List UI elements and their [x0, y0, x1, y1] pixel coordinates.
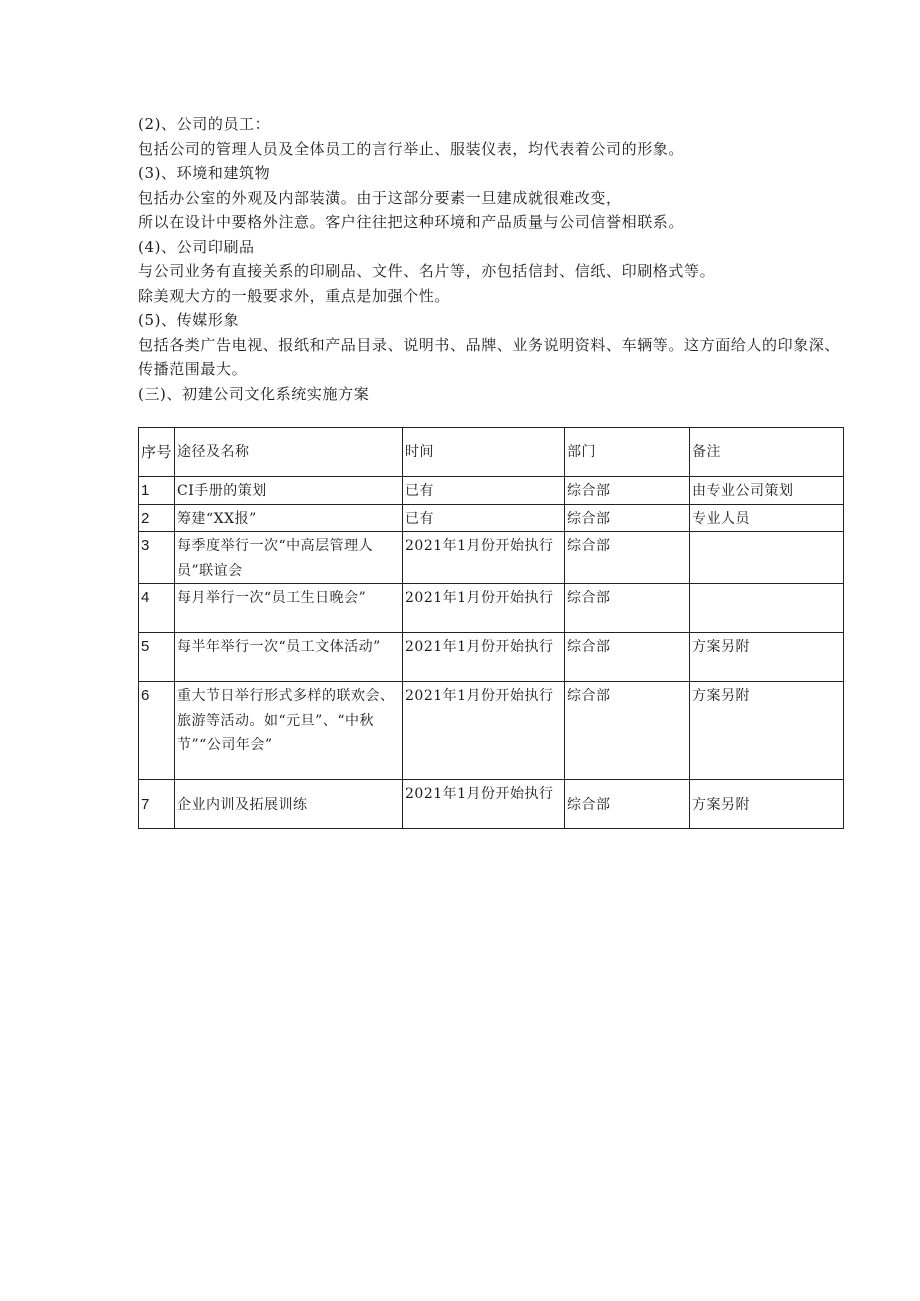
- table-row: [139, 682, 844, 780]
- implementation-plan-table: [138, 427, 844, 829]
- cell-time: 2021年1月份开始执行: [403, 633, 565, 682]
- header-time: 时间: [403, 428, 565, 477]
- table-row: [139, 504, 844, 532]
- cell-time: 2021年1月份开始执行: [403, 532, 565, 584]
- cell-channel-name: 每月举行一次“员工生日晚会”: [175, 584, 403, 633]
- paragraph-employees: 包括公司的管理人员及全体员工的言行举止、服装仪表，均代表着公司的形象。: [138, 139, 685, 158]
- table-row: [139, 584, 844, 633]
- cell-remarks: 由专业公司策划: [690, 477, 844, 505]
- cell-channel-name: 重大节日举行形式多样的联欢会、旅游等活动。如“元旦”、“中秋节”“公司年会”: [175, 682, 403, 780]
- cell-department: 综合部: [565, 584, 690, 633]
- paragraph-media-image: 包括各类广告电视、报纸和产品目录、说明书、品牌、业务说明资料、车辆等。这方面给人的印象深、传播范围最大。: [138, 335, 841, 378]
- header-channel-name: 途径及名称: [175, 428, 403, 477]
- heading-printed-matter: (4)、公司印刷品: [138, 237, 255, 256]
- body-text: [138, 112, 850, 406]
- cell-serial-number: 1: [139, 477, 175, 505]
- cell-channel-name: 企业内训及拓展训练: [175, 780, 403, 829]
- cell-serial-number: 4: [139, 584, 175, 633]
- table-row: [139, 477, 844, 505]
- cell-serial-number: 7: [139, 780, 175, 829]
- cell-department: 综合部: [565, 682, 690, 780]
- cell-department: 综合部: [565, 504, 690, 532]
- table-row: [139, 780, 844, 829]
- cell-time: 已有: [403, 504, 565, 532]
- paragraph-printed-matter-1: 与公司业务有直接关系的印刷品、文件、名片等，亦包括信封、信纸、印刷格式等。: [138, 262, 716, 280]
- heading-media-image: (5)、传媒形象: [138, 311, 240, 329]
- cell-remarks: 专业人员: [690, 504, 844, 532]
- cell-time: 2021年1月份开始执行: [403, 584, 565, 633]
- header-remarks: 备注: [690, 428, 844, 477]
- table-row: [139, 633, 844, 682]
- header-serial-number: 序号: [139, 428, 175, 477]
- header-department: 部门: [565, 428, 690, 477]
- cell-department: 综合部: [565, 633, 690, 682]
- cell-remarks: [690, 532, 844, 584]
- cell-channel-name: 筹建“XX报”: [175, 504, 403, 532]
- heading-environment: (3)、环境和建筑物: [138, 164, 271, 182]
- cell-time: 已有: [403, 477, 565, 505]
- section-title-implementation-plan: (三)、初建公司文化系统实施方案: [138, 384, 370, 403]
- cell-serial-number: 3: [139, 532, 175, 584]
- cell-department: 综合部: [565, 780, 690, 829]
- paragraph-environment-1: 包括办公室的外观及内部装潢。由于这部分要素一旦建成就很难改变，: [138, 188, 622, 207]
- cell-remarks: 方案另附: [690, 633, 844, 682]
- cell-serial-number: 6: [139, 682, 175, 780]
- table-row: [139, 532, 844, 584]
- cell-serial-number: 2: [139, 504, 175, 532]
- cell-department: 综合部: [565, 477, 690, 505]
- table-header-row: [139, 428, 844, 477]
- cell-time: 2021年1月份开始执行: [403, 682, 565, 780]
- cell-channel-name: 每季度举行一次“中高层管理人员”联谊会: [175, 532, 403, 584]
- heading-employees: (2)、公司的员工：: [138, 115, 271, 133]
- cell-department: 综合部: [565, 532, 690, 584]
- paragraph-printed-matter-2: 除美观大方的一般要求外，重点是加强个性。: [138, 286, 451, 305]
- cell-time: 2021年1月份开始执行: [403, 780, 565, 829]
- cell-serial-number: 5: [139, 633, 175, 682]
- cell-remarks: 方案另附: [690, 780, 844, 829]
- cell-channel-name: CI手册的策划: [175, 477, 403, 505]
- cell-channel-name: 每半年举行一次“员工文体活动”: [175, 633, 403, 682]
- paragraph-environment-2: 所以在设计中要格外注意。客户往往把这种环境和产品质量与公司信誉相联系。: [138, 213, 685, 231]
- cell-remarks: [690, 584, 844, 633]
- cell-remarks: 方案另附: [690, 682, 844, 780]
